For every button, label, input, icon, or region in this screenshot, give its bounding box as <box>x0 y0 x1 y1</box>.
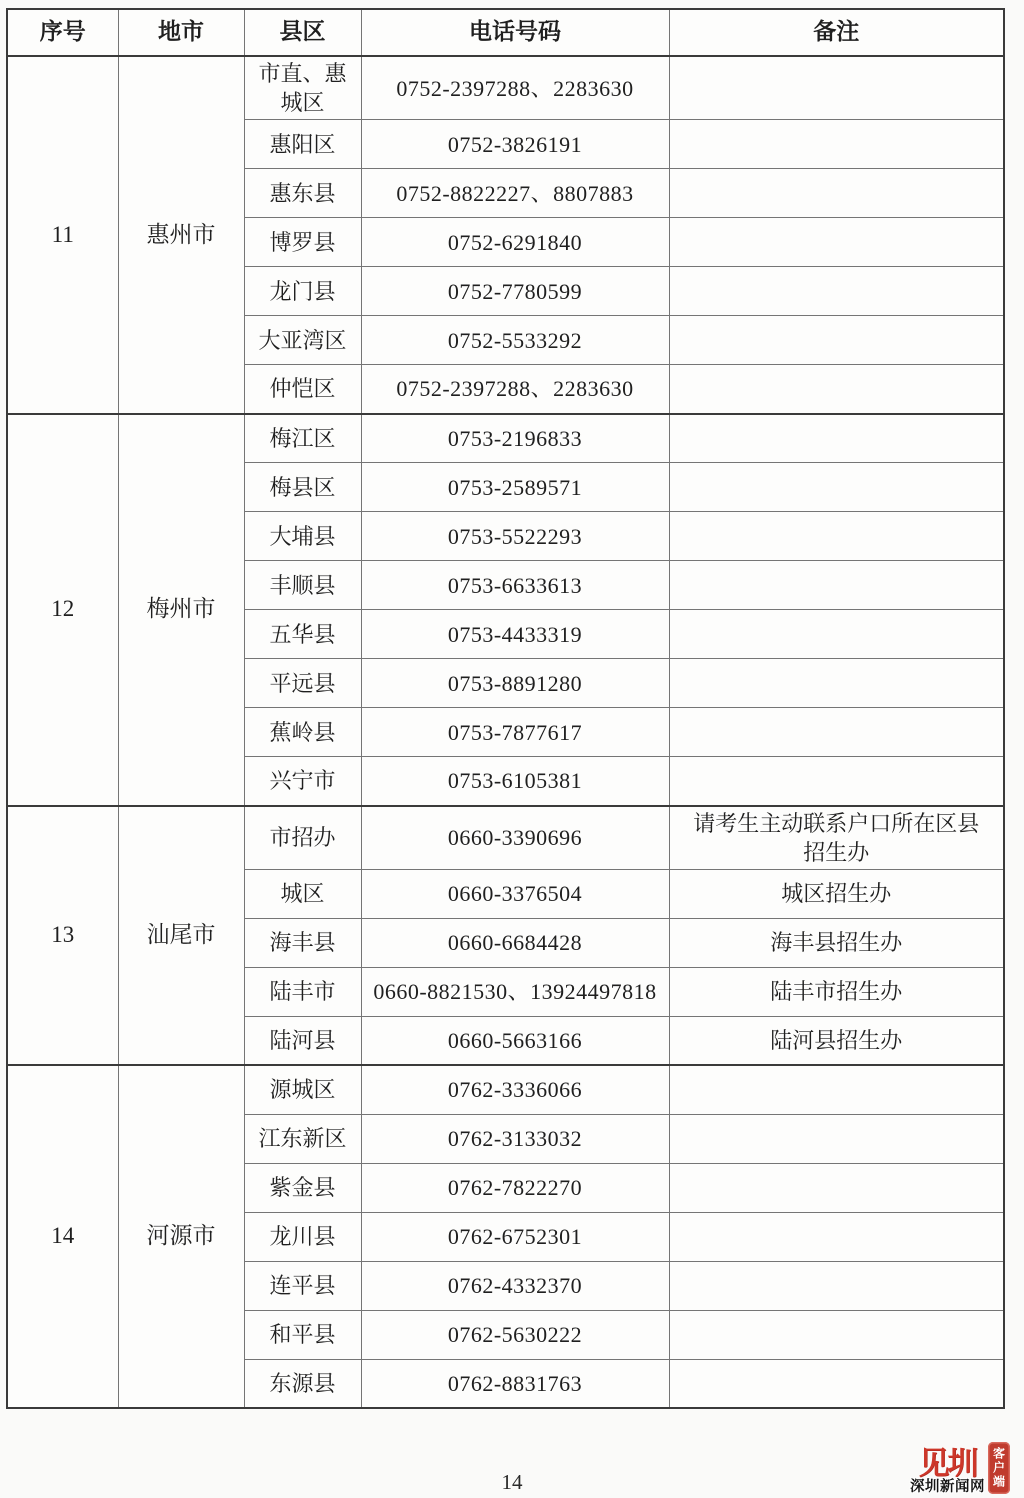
cell-remark <box>669 1212 1004 1261</box>
cell-phone-number: 0753-2589571 <box>361 463 669 512</box>
cell-remark <box>669 1065 1004 1114</box>
cell-district: 江东新区 <box>244 1114 361 1163</box>
cell-remark <box>669 169 1004 218</box>
cell-city: 河源市 <box>118 1065 244 1408</box>
table-row <box>7 56 1004 120</box>
cell-remark <box>669 316 1004 365</box>
cell-phone-number: 0752-2397288、2283630 <box>361 56 669 120</box>
cell-phone-number: 0753-6633613 <box>361 561 669 610</box>
cell-district: 陆河县 <box>244 1016 361 1065</box>
cell-district: 惠阳区 <box>244 120 361 169</box>
cell-district: 海丰县 <box>244 918 361 967</box>
cell-city: 惠州市 <box>118 56 244 414</box>
cell-phone-number: 0660-6684428 <box>361 918 669 967</box>
cell-district: 博罗县 <box>244 218 361 267</box>
cell-phone-number: 0753-5522293 <box>361 512 669 561</box>
cell-remark: 陆丰市招生办 <box>669 967 1004 1016</box>
header-serial-number: 序号 <box>7 9 118 56</box>
table-header-row <box>7 9 1004 56</box>
cell-remark: 陆河县招生办 <box>669 1016 1004 1065</box>
logo-site-name: 深圳新闻网 <box>910 1478 985 1495</box>
cell-phone-number: 0762-3336066 <box>361 1065 669 1114</box>
header-phone-number: 电话号码 <box>361 9 669 56</box>
cell-district: 丰顺县 <box>244 561 361 610</box>
cell-phone-number: 0752-7780599 <box>361 267 669 316</box>
cell-remark <box>669 1114 1004 1163</box>
cell-phone-number: 0660-5663166 <box>361 1016 669 1065</box>
cell-remark <box>669 610 1004 659</box>
cell-district: 市招办 <box>244 806 361 870</box>
header-remark: 备注 <box>669 9 1004 56</box>
cell-phone-number: 0752-6291840 <box>361 218 669 267</box>
cell-remark <box>669 463 1004 512</box>
logo-left-block <box>910 1442 985 1494</box>
cell-district: 仲恺区 <box>244 365 361 414</box>
cell-phone-number: 0753-4433319 <box>361 610 669 659</box>
cell-phone-number: 0753-7877617 <box>361 708 669 757</box>
cell-phone-number: 0752-3826191 <box>361 120 669 169</box>
cell-district: 城区 <box>244 869 361 918</box>
cell-district: 兴宁市 <box>244 757 361 806</box>
logo-seal <box>988 1442 1010 1494</box>
table-body <box>7 56 1004 1408</box>
cell-remark <box>669 1163 1004 1212</box>
cell-district: 大亚湾区 <box>244 316 361 365</box>
contact-phone-table <box>6 8 1005 1409</box>
cell-remark <box>669 708 1004 757</box>
cell-remark <box>669 512 1004 561</box>
cell-phone-number: 0762-3133032 <box>361 1114 669 1163</box>
cell-remark <box>669 561 1004 610</box>
cell-phone-number: 0753-8891280 <box>361 659 669 708</box>
cell-district: 大埔县 <box>244 512 361 561</box>
header-city: 地市 <box>118 9 244 56</box>
cell-phone-number: 0762-6752301 <box>361 1212 669 1261</box>
cell-district: 蕉岭县 <box>244 708 361 757</box>
cell-city: 梅州市 <box>118 414 244 806</box>
sznews-logo <box>910 1442 1020 1494</box>
cell-phone-number: 0752-2397288、2283630 <box>361 365 669 414</box>
cell-district: 龙川县 <box>244 1212 361 1261</box>
table-row <box>7 414 1004 463</box>
cell-remark <box>669 218 1004 267</box>
cell-district: 梅江区 <box>244 414 361 463</box>
cell-district: 紫金县 <box>244 1163 361 1212</box>
cell-remark <box>669 120 1004 169</box>
cell-phone-number: 0762-7822270 <box>361 1163 669 1212</box>
cell-city: 汕尾市 <box>118 806 244 1066</box>
cell-remark: 城区招生办 <box>669 869 1004 918</box>
cell-phone-number: 0753-2196833 <box>361 414 669 463</box>
cell-phone-number: 0660-3390696 <box>361 806 669 870</box>
cell-phone-number: 0660-8821530、13924497818 <box>361 967 669 1016</box>
table-row <box>7 1065 1004 1114</box>
cell-phone-number: 0762-4332370 <box>361 1261 669 1310</box>
cell-district: 东源县 <box>244 1359 361 1408</box>
cell-district: 梅县区 <box>244 463 361 512</box>
cell-district: 连平县 <box>244 1261 361 1310</box>
cell-phone-number: 0762-8831763 <box>361 1359 669 1408</box>
cell-remark <box>669 414 1004 463</box>
cell-remark: 海丰县招生办 <box>669 918 1004 967</box>
cell-remark <box>669 1310 1004 1359</box>
cell-phone-number: 0753-6105381 <box>361 757 669 806</box>
cell-serial-number: 14 <box>7 1065 118 1408</box>
cell-phone-number: 0752-5533292 <box>361 316 669 365</box>
cell-remark <box>669 267 1004 316</box>
cell-remark <box>669 659 1004 708</box>
cell-district: 源城区 <box>244 1065 361 1114</box>
cell-district: 平远县 <box>244 659 361 708</box>
cell-district: 陆丰市 <box>244 967 361 1016</box>
cell-district: 龙门县 <box>244 267 361 316</box>
cell-remark <box>669 1359 1004 1408</box>
cell-phone-number: 0660-3376504 <box>361 869 669 918</box>
logo-mark-icon: 见圳 <box>918 1446 977 1482</box>
cell-serial-number: 13 <box>7 806 118 1066</box>
page-number: 14 <box>501 1470 523 1494</box>
cell-district: 市直、惠城区 <box>244 56 361 120</box>
table-row <box>7 806 1004 870</box>
cell-serial-number: 11 <box>7 56 118 414</box>
cell-remark <box>669 1261 1004 1310</box>
cell-district: 惠东县 <box>244 169 361 218</box>
cell-remark <box>669 365 1004 414</box>
cell-remark <box>669 56 1004 120</box>
cell-remark <box>669 757 1004 806</box>
cell-serial-number: 12 <box>7 414 118 806</box>
cell-district: 五华县 <box>244 610 361 659</box>
cell-remark: 请考生主动联系户口所在区县招生办 <box>669 806 1004 870</box>
logo-seal-text: 客户端 <box>991 1447 1006 1489</box>
cell-district: 和平县 <box>244 1310 361 1359</box>
header-district: 县区 <box>244 9 361 56</box>
cell-phone-number: 0762-5630222 <box>361 1310 669 1359</box>
cell-phone-number: 0752-8822227、8807883 <box>361 169 669 218</box>
